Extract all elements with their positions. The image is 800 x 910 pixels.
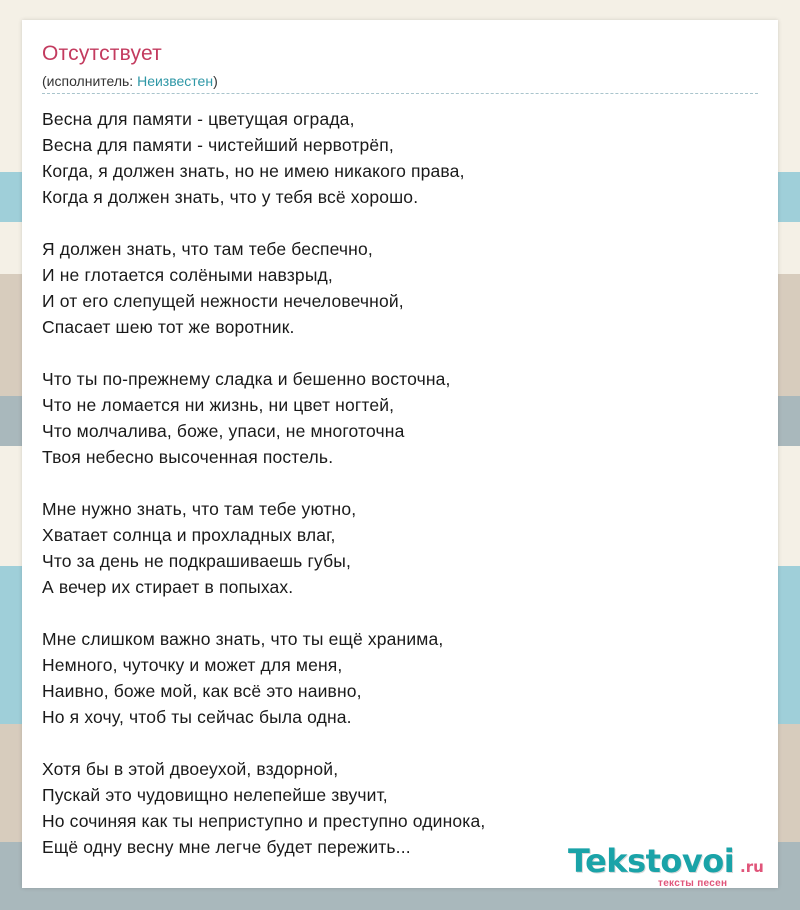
lyric-line: Хотя бы в этой двоеухой, вздорной,: [42, 759, 339, 779]
lyric-line: Ещё одну весну мне легче будет пережить...: [42, 837, 411, 857]
artist-line: [42, 73, 218, 89]
artist-prefix: (исполнитель:: [42, 73, 138, 89]
logo-tagline: тексты песен: [658, 878, 728, 889]
lyric-line: Наивно, боже мой, как всё это наивно,: [42, 681, 362, 701]
lyric-line: Что молчалива, боже, упаси, не многоточна: [42, 421, 405, 441]
site-logo[interactable]: [568, 842, 778, 892]
lyric-line: Что за день не подкрашиваешь губы,: [42, 551, 351, 571]
lyric-line: И от его слепущей нежности нечеловечной,: [42, 291, 404, 311]
artist-suffix: ): [213, 73, 218, 89]
lyric-line: Спасает шею тот же воротник.: [42, 317, 295, 337]
lyrics-stanza: [42, 106, 758, 210]
lyric-line: И не глотается солёными навзрыд,: [42, 265, 333, 285]
lyric-line: Я должен знать, что там тебе беспечно,: [42, 239, 373, 259]
lyrics-stanza: [42, 366, 758, 470]
title-divider: [42, 93, 758, 94]
logo-wordmark: Tekstovoi: [568, 842, 735, 880]
lyric-line: Но сочиняя как ты неприступно и преступно одинока,: [42, 811, 486, 831]
lyric-line: А вечер их стирает в попыхах.: [42, 577, 294, 597]
lyric-line: Но я хочу, чтоб ты сейчас была одна.: [42, 707, 352, 727]
lyrics-stanza: [42, 626, 758, 730]
lyric-line: Мне нужно знать, что там тебе уютно,: [42, 499, 357, 519]
lyrics-card: [22, 20, 778, 888]
lyric-line: Хватает солнца и прохладных влаг,: [42, 525, 336, 545]
lyric-line: Мне слишком важно знать, что ты ещё хранима,: [42, 629, 444, 649]
artist-link[interactable]: Неизвестен: [137, 73, 214, 89]
lyric-line: Немного, чуточку и может для меня,: [42, 655, 343, 675]
lyric-line: Весна для памяти - чистейший нервотрёп,: [42, 135, 394, 155]
song-title: Отсутствует: [42, 42, 162, 65]
lyric-line: Твоя небесно высоченная постель.: [42, 447, 334, 467]
lyric-line: Когда я должен знать, что у тебя всё хорошо.: [42, 187, 419, 207]
lyric-line: Пускай это чудовищно нелепейше звучит,: [42, 785, 388, 805]
lyrics-stanza: [42, 236, 758, 340]
lyric-line: Когда, я должен знать, но не имею никакого права,: [42, 161, 465, 181]
lyrics-stanza: [42, 496, 758, 600]
lyric-line: Весна для памяти - цветущая ограда,: [42, 109, 355, 129]
logo-tld: .ru: [740, 858, 764, 876]
lyrics-text: [42, 106, 758, 886]
lyric-line: Что не ломается ни жизнь, ни цвет ногтей,: [42, 395, 395, 415]
lyric-line: Что ты по-прежнему сладка и бешенно восточна,: [42, 369, 451, 389]
